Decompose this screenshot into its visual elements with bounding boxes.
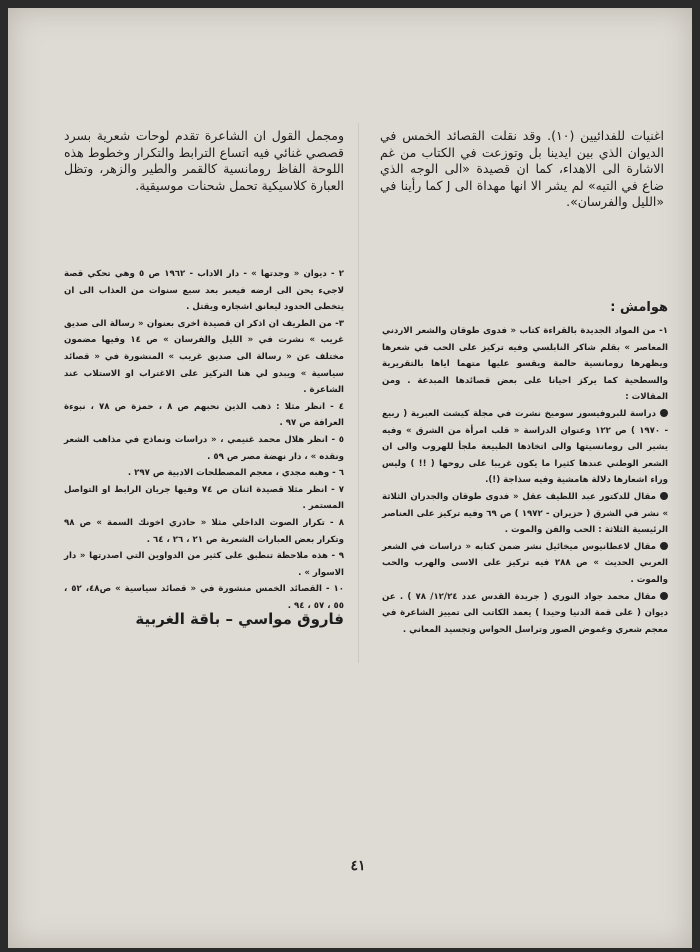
note-6: ٦ - وهبه مجدي ، معجم المصطلحات الادبية ص ٢٩٧ . <box>127 468 344 479</box>
note-5: ٥ - انظر هلال محمد غنيمي ، « دراسات ونماذج في مذاهب الشعر ونقده » ، دار نهضة مصر ص ٥٩ . <box>64 434 344 462</box>
note-7: ٧ - انظر مثلا قصيدة اثنان ص ٧٤ وفيها جريان الرابط او التواصل المستمر . <box>64 484 344 512</box>
note-3: ٣- من الطريف ان اذكر ان قصيدة اخرى بعنوان « رسالة الى صديق غريب » نشرت في « الليل والفرسان » ص ١٤ وفيها مضمون مختلف عن « رسالة الى صديق غريب » المنشورة في « قصائد سياسية » ويبدو لي هنا التركيز على الاغتراب او الاستلاب عند الشاعرة . <box>64 318 344 396</box>
note-1-article-a: دراسة للبروفيسور سوميخ نشرت في مجلة كيشت العبرية ( ربيع - ١٩٧٠ ) ص ١٢٢ وعنوان الدراسة « قلب امرأة من الشرق » وفيه يشير الى رومانسيتها والى اتخاذها الطبيعة ملجأ للهروب والى ان الشعر الوطني عندها كثيرا ما يكون غريبا على روحها ( !! ) وليس وراء اشعارها دلالة هامشية وفيه سذاجة (!). <box>382 408 669 486</box>
note-1-article-c: مقال لاعطانيوس ميخائيل نشر ضمن كتابه « دراسات في الشعر العربي الحديث » ص ٢٨٨ فيه تركيز على الاسى والهرب والحب والموت . <box>382 541 668 585</box>
note-1-article-b: مقال للدكتور عبد اللطيف عقل « فدوى طوقان والجدران الثلاثة » نشر في الشرق ( حزيران - ١٩٧٢ ) ص ٦٩ وفيه تركيز على العناصر الرئيسية الثلاثة : الحب والفن والموت . <box>382 491 669 536</box>
note-1: ١- من المواد الجديدة بالقراءة كتاب « فدوى طوقان والشعر الاردني المعاصر » بقلم شاكر النابلسي وفيه تركيز على الحب في شعرها ويظهرها رومانسية حالمة ويقسو عليها متهما اياها بالتقريرية والسطحية كما يركز احيانا على بعض قصائدها المبدعة . ومن المقالات : <box>382 326 668 403</box>
bullet-icon <box>660 542 668 550</box>
column-divider <box>358 123 359 663</box>
note-2: ٢ - ديوان « وجدتها » - دار الاداب - ١٩٦٢ ص ٥ وهي تحكي قصة لاجيء يحن الى ارضه فيعبر بعد سبع سنوات من العذاب الى ان يتخطى الحدود ليعانق اشجاره ويقتل . <box>64 269 344 313</box>
page-number: ٤١ <box>350 858 366 874</box>
notes-right-list <box>382 323 668 638</box>
note-10: ١٠ - القصائد الخمس منشورة في « قصائد سياسية » ص٤٨، ٥٢ ، ٥٥ ، ٥٧ ، ٩٤ . <box>64 584 345 611</box>
note-4: ٤ - انظر مثلا : ذهب الذين نحبهم ص ٨ ، حمزة ص ٧٨ ، نبوءة العرافة ص ٩٧ . <box>64 401 345 429</box>
document-page <box>8 8 692 948</box>
bullet-icon <box>660 492 668 500</box>
bullet-icon <box>660 592 668 600</box>
article-right-column: اغنيات للفدائيين (١٠). وقد نقلت القصائد الخمس في الديوان الذي بين ايدينا بل وتوزعت في الكتاب من غم الاشارة الى الاهداء، كما ان قصيدة «الى الوجه الذي ضاع في التيه» لم يشر الا انها مهداة الى J كما رأينا في «الليل والفرسان». <box>380 128 664 209</box>
notes-left-column <box>64 266 344 614</box>
bullet-icon <box>660 409 668 417</box>
article-left-column: ومجمل القول ان الشاعرة تقدم لوحات شعرية بسرد قصصي غنائي فيه اتساع الترابط والتكرار وخطوط هذه اللوحة الفاظ رومانسية كالقمر والطير والزهر، وتظل العبارة كلاسيكية تحمل شحنات موسيقية. <box>64 128 344 193</box>
note-9: ٩ - هذه ملاحظة تنطبق على كثير من الدواوين التي اصدرتها « دار الاسوار » . <box>64 551 344 578</box>
author-signature: فاروق مواسي – باقة الغربية <box>135 610 344 628</box>
notes-right-column <box>382 300 668 638</box>
notes-heading: هوامش : <box>610 300 668 315</box>
note-8: ٨ - تكرار الصوت الداخلي مثلا « حاذري اخونك السمة » ص ٩٨ وتكرار بعض العبارات الشعرية ص ٢١ ، ٢٦ ، ٦٤ . <box>64 517 344 545</box>
note-1-article-d: مقال محمد جواد النوري ( جريدة القدس عدد ١٢/٢٤/ ٧٨ ) . عن ديوان ( على قمة الدنيا وحيدا ) يعمد الكاتب الى تمييز الشاعرة في معجم شعري وغموض الصور وتراسل الحواس وتجسيد المعاني . <box>382 591 668 635</box>
